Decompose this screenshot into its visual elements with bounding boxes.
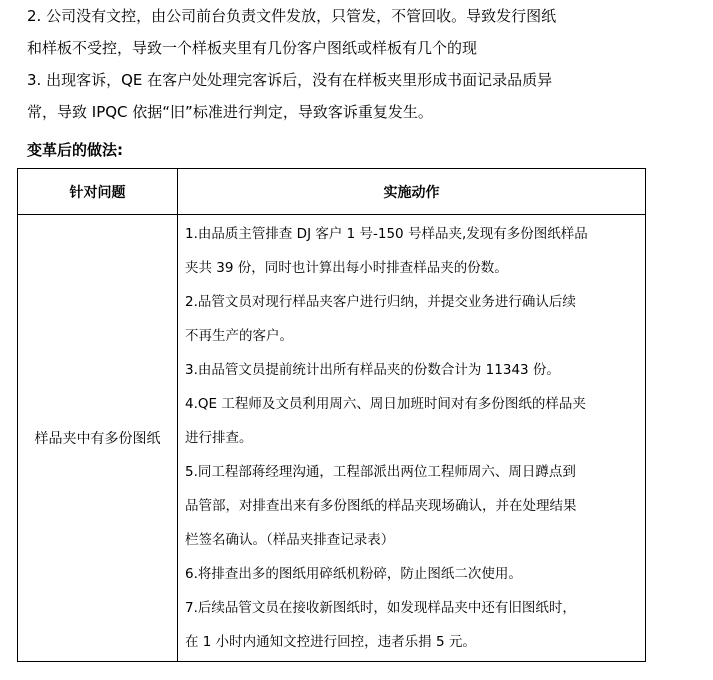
action-line: 3.由品管文员提前统计出所有样品夹的份数合计为 11343 份。: [185, 362, 560, 378]
section-heading: 变革后的做法:: [27, 141, 123, 159]
action-item-3: [185, 353, 639, 387]
action-item-7: [185, 591, 639, 659]
intro-item-2-line-2: 和样板不受控，导致一个样板夹里有几份客户图纸或样板有几个的现: [27, 39, 478, 57]
problem-cell: 样品夹中有多份图纸: [18, 215, 178, 662]
intro-item-2-line-1: 2. 公司没有文控，由公司前台负责文件发放，只管发，不管回收。导致发行图纸: [27, 7, 557, 25]
intro-item-2: [27, 0, 687, 64]
action-line: 进行排查。: [185, 430, 253, 446]
action-line: 7.后续品管文员在接收新图纸时，如发现样品夹中还有旧图纸时，: [185, 600, 576, 616]
action-line: 6.将排查出多的图纸用碎纸机粉碎，防止图纸二次使用。: [185, 566, 522, 582]
improvement-table: [17, 168, 646, 662]
action-line: 1.由品质主管排查 DJ 客户 1 号-150 号样品夹,发现有多份图纸样品: [185, 226, 588, 242]
table-header-row: [18, 169, 646, 215]
action-item-5: [185, 455, 639, 557]
action-item-2: [185, 285, 639, 353]
action-line: 夹共 39 份，同时也计算出每小时排查样品夹的份数。: [185, 260, 508, 276]
action-line: 2.品管文员对现行样品夹客户进行归纳，并提交业务进行确认后续: [185, 294, 576, 310]
actions-cell: [178, 215, 646, 662]
action-line: 不再生产的客户。: [185, 328, 293, 344]
action-item-6: [185, 557, 639, 591]
intro-item-3-line-1: 3. 出现客诉，QE 在客户处处理完客诉后，没有在样板夹里形成书面记录品质异: [27, 71, 553, 89]
intro-item-3: [27, 64, 687, 128]
header-actions: 实施动作: [178, 169, 646, 215]
action-line: 4.QE 工程师及文员利用周六、周日加班时间对有多份图纸的样品夹: [185, 396, 586, 412]
intro-item-3-line-2: 常，导致 IPQC 依据“旧”标准进行判定，导致客诉重复发生。: [27, 103, 433, 121]
action-line: 栏签名确认。（样品夹排查记录表）: [185, 532, 395, 548]
action-line: 品管部，对排查出来有多份图纸的样品夹现场确认，并在处理结果: [185, 498, 577, 514]
action-item-1: [185, 217, 639, 285]
action-line: 5.同工程部蒋经理沟通，工程部派出两位工程师周六、周日蹲点到: [185, 464, 576, 480]
table-row: [18, 215, 646, 662]
header-problem: 针对问题: [18, 169, 178, 215]
action-line: 在 1 小时内通知文控进行回控，违者乐捐 5 元。: [185, 634, 476, 650]
action-item-4: [185, 387, 639, 455]
